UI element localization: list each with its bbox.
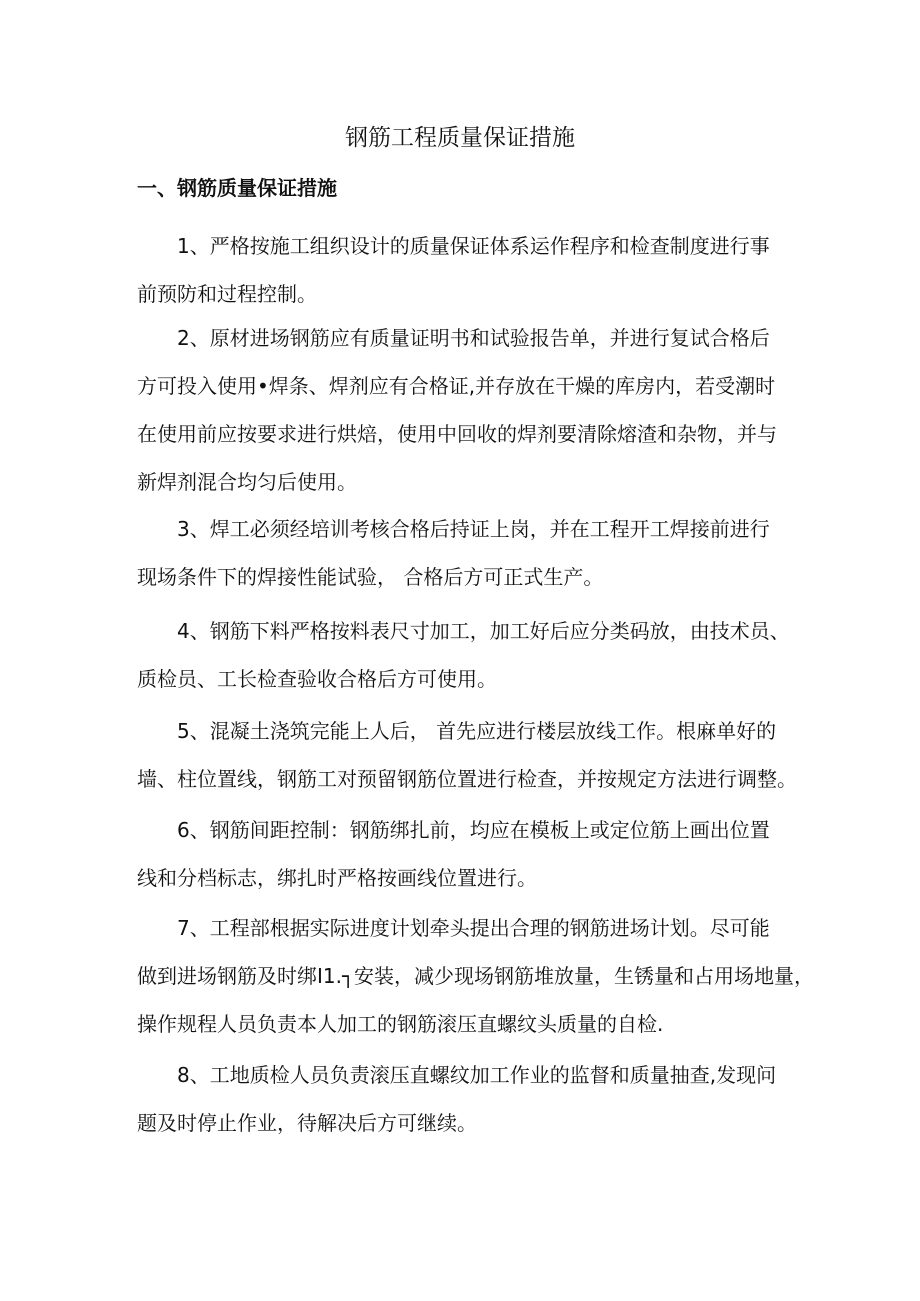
paragraph-7: [137, 904, 815, 1048]
paragraph-line: 在使用前应按要求进行烘焙，使用中回收的焊剂要清除熔渣和杂物，并与: [137, 422, 777, 446]
paragraph-line: 2、原材进场钢筋应有质量证明书和试验报告单，并进行复试合格后: [177, 326, 770, 350]
paragraph-1: [137, 222, 797, 318]
paragraph-4: [137, 607, 797, 703]
paragraph-line: 1、严格按施工组织设计的质量保证体系运作程序和检查制度进行事: [177, 234, 770, 258]
paragraph-line: 方可投入使用•焊条、焊剂应有合格证,并存放在干燥的库房内，若受潮时: [137, 374, 776, 398]
paragraph-6: [137, 806, 797, 902]
section-heading: 一、钢筋质量保证措施: [137, 176, 337, 200]
paragraph-line: 前预防和过程控制。: [137, 282, 317, 306]
paragraph-line: 新焊剂混合均匀后使用。: [137, 470, 357, 494]
paragraph-line: 3、焊工必须经培训考核合格后持证上岗，并在工程开工焊接前进行: [177, 517, 770, 541]
paragraph-line: 题及时停止作业，待解决后方可继续。: [137, 1111, 477, 1135]
paragraph-line: 4、钢筋下料严格按料表尺寸加工，加工好后应分类码放，由技术员、: [177, 619, 790, 643]
paragraph-8: [137, 1051, 797, 1147]
document-title: 钢筋工程质量保证措施: [345, 125, 575, 151]
paragraph-line: 做到进场钢筋及时绑I1.┐安装，减少现场钢筋堆放量，生锈量和占用场地量，: [137, 964, 815, 988]
paragraph-2: [137, 314, 797, 506]
paragraph-line: 线和分档标志，绑扎时严格按画线位置进行。: [137, 866, 537, 890]
paragraph-5: [137, 707, 797, 803]
paragraph-line: 质检员、工长检查验收合格后方可使用。: [137, 667, 497, 691]
paragraph-line: 5、混凝土浇筑完能上人后， 首先应进行楼层放线工作。根麻单好的: [177, 719, 777, 743]
paragraph-line: 墙、柱位置线，钢筋工对预留钢筋位置进行检查，并按规定方法进行调整。: [137, 767, 797, 791]
paragraph-line: 操作规程人员负责本人加工的钢筋滚压直螺纹头质量的自检.: [137, 1012, 664, 1036]
paragraph-line: 8、工地质检人员负责滚压直螺纹加工作业的监督和质量抽查,发现问: [177, 1063, 777, 1087]
paragraph-line: 现场条件下的焊接性能试验， 合格后方可正式生产。: [137, 565, 604, 589]
paragraph-3: [137, 505, 797, 601]
paragraph-line: 7、工程部根据实际进度计划牵头提出合理的钢筋进场计划。尽可能: [177, 916, 770, 940]
paragraph-line: 6、钢筋间距控制：钢筋绑扎前，均应在模板上或定位筋上画出位置: [177, 818, 770, 842]
